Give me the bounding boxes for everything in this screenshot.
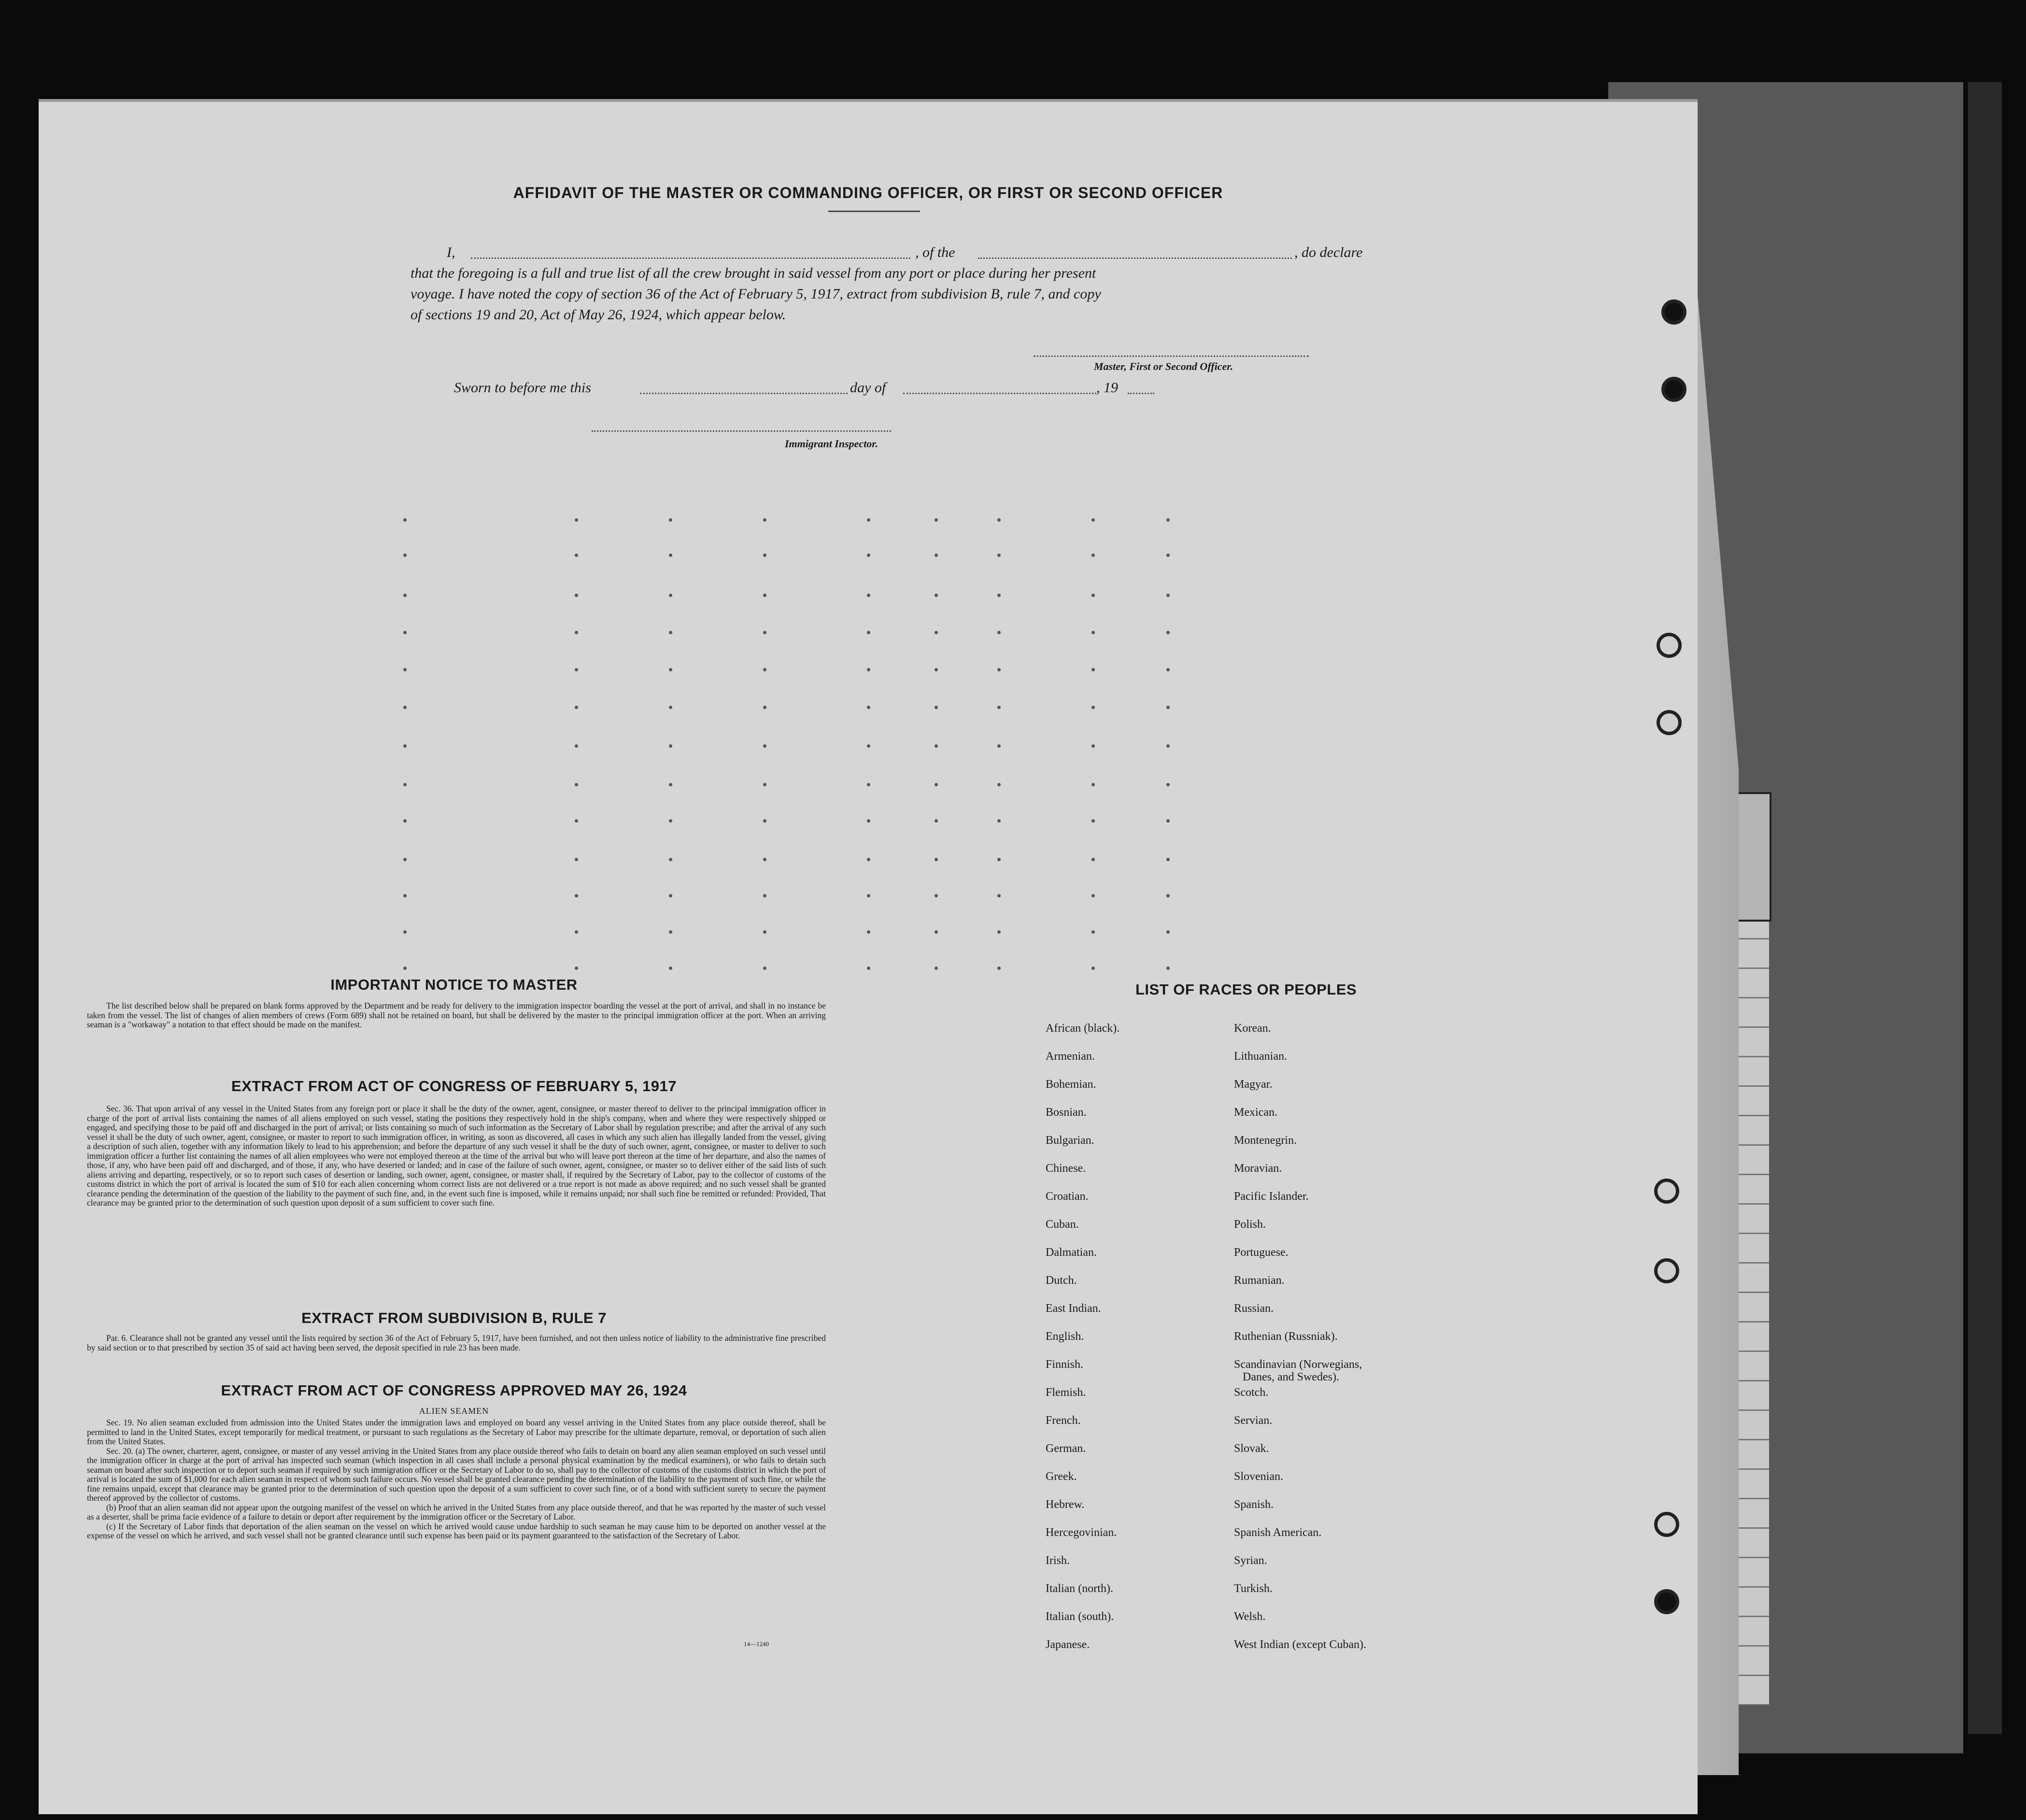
grid-dot [575, 744, 578, 748]
grid-dot [575, 894, 578, 897]
grid-dot [763, 744, 766, 748]
grid-dot [935, 594, 938, 597]
grid-dot [669, 894, 672, 897]
grid-dot [763, 594, 766, 597]
grid-dot [763, 518, 766, 522]
race-item: Rumanian. [1234, 1274, 1285, 1287]
grid-dot [867, 783, 870, 786]
race-item: Scandinavian (Norwegians, Danes, and Swedes). [1234, 1358, 1362, 1383]
race-item: Spanish American. [1234, 1526, 1322, 1539]
grid-dot [763, 706, 766, 709]
affidavit-declare: , do declare [1294, 244, 1363, 260]
races-title: LIST OF RACES OR PEOPLES [1135, 981, 1357, 998]
title-rule [828, 211, 920, 212]
grid-dot [997, 706, 1001, 709]
grid-dot [1091, 594, 1095, 597]
grid-dot [575, 554, 578, 557]
grid-dot [935, 744, 938, 748]
race-item: Slovenian. [1234, 1470, 1283, 1483]
grid-dot [867, 518, 870, 522]
grid-dot [1091, 631, 1095, 634]
race-item: Bulgarian. [1046, 1134, 1094, 1147]
sec-19-text: Sec. 19. No alien seaman excluded from admission into the United States under the immigration laws and employed on board any vessel arriving in the United States from any place outside thereof, shall be permitted to land in the United States, except temporarily for medical treatment, or pursuant to such regulations as the Secretary of Labor may prescribe for the ultimate departure, removal, or deportation of such alien from the United States. [87, 1418, 826, 1446]
punch-hole [1657, 633, 1682, 658]
race-item: Finnish. [1046, 1358, 1084, 1371]
affidavit-i: I, [447, 244, 455, 260]
race-item: Turkish. [1234, 1582, 1273, 1595]
race-item: Flemish. [1046, 1386, 1086, 1399]
grid-dot [997, 858, 1001, 861]
grid-dot [403, 930, 407, 934]
grid-dot [575, 518, 578, 522]
grid-dot [403, 554, 407, 557]
grid-dot [763, 930, 766, 934]
grid-dot [669, 858, 672, 861]
background-strip [1968, 82, 2002, 1734]
grid-dot [575, 668, 578, 671]
grid-dot [1166, 594, 1170, 597]
grid-dot [935, 967, 938, 970]
grid-dot [935, 930, 938, 934]
grid-dot [403, 518, 407, 522]
extract-1917-title: EXTRACT FROM ACT OF CONGRESS OF FEBRUARY 5, 1917 [231, 1078, 677, 1095]
grid-dot [997, 631, 1001, 634]
grid-dot [997, 554, 1001, 557]
race-item: Ruthenian (Russniak). [1234, 1330, 1338, 1343]
grid-dot [403, 858, 407, 861]
master-signature-blank [1034, 355, 1309, 357]
race-item: Servian. [1234, 1414, 1273, 1427]
race-item: Cuban. [1046, 1218, 1079, 1231]
grid-dot [1091, 858, 1095, 861]
sworn-label: Sworn to before me this [454, 380, 591, 396]
grid-dot [1166, 819, 1170, 823]
race-item: Greek. [1046, 1470, 1077, 1483]
grid-dot [935, 783, 938, 786]
grid-dot [763, 967, 766, 970]
punch-hole [1661, 377, 1686, 402]
grid-dot [403, 967, 407, 970]
grid-dot [1091, 819, 1095, 823]
race-item: Mexican. [1234, 1106, 1277, 1119]
grid-dot [1091, 668, 1095, 671]
race-item: African (black). [1046, 1022, 1120, 1035]
grid-dot [669, 668, 672, 671]
grid-dot [763, 783, 766, 786]
race-item: Hebrew. [1046, 1498, 1085, 1511]
grid-dot [403, 594, 407, 597]
grid-dot [575, 706, 578, 709]
grid-dot [669, 930, 672, 934]
grid-dot [575, 783, 578, 786]
grid-dot [997, 894, 1001, 897]
grid-dot [763, 819, 766, 823]
grid-dot [1166, 783, 1170, 786]
race-item: Korean. [1234, 1022, 1271, 1035]
affidavit-line-2: that the foregoing is a full and true list of all the crew brought in said vessel from any port or place during her present [411, 265, 1096, 281]
rule7-title: EXTRACT FROM SUBDIVISION B, RULE 7 [301, 1309, 607, 1326]
affidavit-title: AFFIDAVIT OF THE MASTER OR COMMANDING OFFICER, OR FIRST OR SECOND OFFICER [513, 184, 1223, 201]
punch-hole [1654, 1512, 1679, 1537]
grid-dot [1091, 554, 1095, 557]
grid-dot [867, 631, 870, 634]
grid-dot [669, 594, 672, 597]
grid-dot [669, 783, 672, 786]
race-item: Croatian. [1046, 1190, 1089, 1203]
sworn-year-blank [1128, 393, 1154, 394]
rule7-text: Par. 6. Clearance shall not be granted any vessel until the lists required by section 36 of the Act of February 5, 1917, have been furnished, and not then unless notice of liability to the administrative fine prescribed by said section or to that prescribed by section 35 of said act having been served, the deposit specified in rule 23 has been made. [87, 1333, 826, 1352]
grid-dot [763, 858, 766, 861]
race-item: French. [1046, 1414, 1081, 1427]
notice-title: IMPORTANT NOTICE TO MASTER [330, 976, 578, 993]
grid-dot [1166, 967, 1170, 970]
affidavit-line-4: of sections 19 and 20, Act of May 26, 1924, which appear below. [411, 307, 786, 323]
grid-dot [669, 819, 672, 823]
grid-dot [403, 894, 407, 897]
notice-text: The list described below shall be prepared on blank forms approved by the Department and be ready for delivery to the immigration inspector boarding the vessel at the port of arrival, and shall in no instance be taken from the vessel. The list of changes of alien members of crews (Form 689) shall not be retained on board, but shall be delivered by the master to the principal immigration officer at the port. When an arriving seaman is a "workaway" a notation to that effect should be made on the manifest. [87, 1001, 826, 1029]
race-item: Montenegrin. [1234, 1134, 1297, 1147]
grid-dot [935, 631, 938, 634]
grid-dot [997, 967, 1001, 970]
race-item: Armenian. [1046, 1050, 1095, 1063]
race-item: Russian. [1234, 1302, 1274, 1315]
grid-dot [867, 594, 870, 597]
race-item: Magyar. [1234, 1078, 1273, 1091]
grid-dot [935, 706, 938, 709]
grid-dot [867, 554, 870, 557]
grid-dot [1166, 518, 1170, 522]
grid-dot [403, 706, 407, 709]
grid-dot [867, 668, 870, 671]
race-item: Polish. [1234, 1218, 1266, 1231]
grid-dot [867, 706, 870, 709]
grid-dot [1091, 518, 1095, 522]
grid-dot [575, 819, 578, 823]
punch-hole [1654, 1179, 1679, 1204]
grid-dot [669, 706, 672, 709]
sworn-day-blank [640, 393, 848, 394]
grid-dot [1166, 858, 1170, 861]
grid-dot [1166, 894, 1170, 897]
race-item: Welsh. [1234, 1610, 1266, 1623]
grid-dot [1166, 631, 1170, 634]
grid-dot [403, 631, 407, 634]
race-item: Slovak. [1234, 1442, 1269, 1455]
grid-dot [1166, 744, 1170, 748]
grid-dot [575, 594, 578, 597]
race-item: Moravian. [1234, 1162, 1282, 1175]
grid-dot [763, 631, 766, 634]
affidavit-line-3: voyage. I have noted the copy of section 36 of the Act of February 5, 1917, extract from subdivision B, rule 7, and copy [411, 286, 1101, 302]
grid-dot [669, 518, 672, 522]
grid-dot [935, 668, 938, 671]
grid-dot [403, 668, 407, 671]
sworn-month-blank [903, 393, 1096, 394]
grid-dot [997, 930, 1001, 934]
sec-20b-text: (b) Proof that an alien seaman did not appear upon the outgoing manifest of the vessel on which he arrived in the United States from any place outside thereof, and that he was reported by the master of such vessel as a deserter, shall be prima facie evidence of a failure to detain or deport after requirement by the immigration officer or the Secretary of Labor. [87, 1502, 826, 1521]
grid-dot [763, 668, 766, 671]
grid-dot [1091, 783, 1095, 786]
grid-dot [997, 594, 1001, 597]
vessel-blank [978, 257, 1292, 259]
grid-dot [935, 554, 938, 557]
day-of-label: day of [850, 380, 886, 396]
grid-dot [1091, 744, 1095, 748]
race-item: Japanese. [1046, 1638, 1090, 1651]
grid-dot [935, 894, 938, 897]
grid-dot [1166, 668, 1170, 671]
punch-hole [1654, 1258, 1679, 1283]
grid-dot [575, 858, 578, 861]
grid-dot [867, 744, 870, 748]
inspector-label: Immigrant Inspector. [785, 438, 878, 450]
sec-20c-text: (c) If the Secretary of Labor finds that deportation of the alien seaman on the vessel on which he arrived would cause undue hardship to such seaman he may cause him to be deported on another vessel at the expense of the vessel on which he arrived, and such vessel shall not be granted clearance until such expense has been paid or its payment guaranteed to the satisfaction of the Secretary of Labor. [87, 1521, 826, 1540]
grid-dot [997, 783, 1001, 786]
sec-20a-text: Sec. 20. (a) The owner, charterer, agent, consignee, or master of any vessel arriving in the United States from any place outside thereof who fails to detain on board any alien seaman employed on such vessel until the immigration officer in charge at the port of arrival has inspected such seaman (which inspection in all cases shall include a personal physical examination by the medical examiners), or who fails to detain such seaman on board after such inspection or to deport such seaman if required by such immigration officer or the Secretary of Labor to do so, shall pay to the collector of customs of the customs district in which the port of arrival is located the sum of $1,000 for each alien seaman in respect of whom such failure occurs. No vessel shall be granted clearance pending the determination of the liability to the payment of such fine, or while the fine remains unpaid, except that clearance may be granted prior to the determination of such question upon the deposit of a sum sufficient to cover such fine, or of a bond with sufficient surety to secure the payment thereof approved by the collector of customs. [87, 1446, 826, 1503]
grid-dot [669, 631, 672, 634]
grid-dot [1166, 930, 1170, 934]
race-item: Italian (north). [1046, 1582, 1113, 1595]
race-item: Dutch. [1046, 1274, 1077, 1287]
race-item: Dalmatian. [1046, 1246, 1097, 1259]
grid-dot [669, 744, 672, 748]
grid-dot [935, 858, 938, 861]
race-item: Portuguese. [1234, 1246, 1289, 1259]
race-item: Irish. [1046, 1554, 1070, 1567]
extract-1917-text: Sec. 36. That upon arrival of any vessel in the United States from any foreign port or place it shall be the duty of the owner, agent, consignee, or master thereof to deliver to the principal immigration officer in charge of the port of arrival lists containing the names of all aliens employed on such vessel, stating the positions they respectively hold in the ship's company, when and where they were respectively shipped or engaged, and specifying those to be paid off and discharged in the port of arrival; or lists containing so much of such information as the Secretary of Labor shall by regulation prescribe; and after the arrival of any such vessel it shall be the duty of such owner, agent, consignee, or master to report to such immigration officer, in writing, as soon as discovered, all cases in which any such alien has illegally landed from the vessel, giving a description of such alien, together with any information likely to lead to his apprehension; and before the departure of any such vessel it shall be the duty of such owner, agent, consignee, or master to deliver to such immigration officer a further list containing the names of all alien employees who were not employed thereon at the time of the arrival but who will leave port thereon at the time of her departure, and also the names of those, if any, who have been paid off and discharged, and of those, if any, who have deserted or landed; and in case of the failure of such owner, agent, consignee, or master so to deliver either of the said lists of such aliens arriving and departing, respectively, or so to report such cases of desertion or landing, such owner, agent, consignee, or master shall, if required by the Secretary of Labor, pay to the collector of customs of the customs district in which the port of arrival is located the sum of $10 for each alien concerning whom correct lists are not delivered or a true report is not made as above required; and no such vessel shall be granted clearance pending the determination of the question of the liability to the payment of such fine, and, in the event such fine is imposed, while it remains unpaid; nor shall such fine be remitted or refunded: Provided, That clearance may be granted prior to the determination of such question upon deposit of a sum sufficient to cover such fine. [87, 1104, 826, 1208]
grid-dot [867, 858, 870, 861]
race-item: East Indian. [1046, 1302, 1101, 1315]
alien-seamen-label: ALIEN SEAMEN [419, 1406, 489, 1416]
race-item: Scotch. [1234, 1386, 1269, 1399]
affidavit-of-the: , of the [915, 244, 955, 260]
grid-dot [997, 744, 1001, 748]
race-item: Spanish. [1234, 1498, 1274, 1511]
grid-dot [935, 518, 938, 522]
grid-dot [1091, 706, 1095, 709]
punch-hole [1654, 1589, 1679, 1614]
grid-dot [867, 930, 870, 934]
document-page [39, 99, 1698, 1814]
grid-dot [1166, 706, 1170, 709]
grid-dot [763, 554, 766, 557]
race-item: Chinese. [1046, 1162, 1086, 1175]
form-number: 14—1240 [744, 1640, 769, 1648]
name-blank [471, 257, 910, 259]
grid-dot [867, 967, 870, 970]
year-label: , 19 [1096, 380, 1118, 396]
grid-dot [763, 894, 766, 897]
grid-dot [1166, 554, 1170, 557]
grid-dot [997, 668, 1001, 671]
grid-dot [669, 967, 672, 970]
grid-dot [935, 819, 938, 823]
punch-hole [1657, 710, 1682, 735]
race-item: Hercegovinian. [1046, 1526, 1117, 1539]
grid-dot [403, 819, 407, 823]
grid-dot [997, 819, 1001, 823]
race-item: German. [1046, 1442, 1086, 1455]
grid-dot [575, 930, 578, 934]
grid-dot [669, 554, 672, 557]
grid-dot [1091, 894, 1095, 897]
grid-dot [575, 967, 578, 970]
race-item: West Indian (except Cuban). [1234, 1638, 1366, 1651]
master-signature-label: Master, First or Second Officer. [1094, 360, 1233, 372]
grid-dot [867, 819, 870, 823]
grid-dot [1091, 930, 1095, 934]
race-item: Lithuanian. [1234, 1050, 1287, 1063]
extract-1924-title: EXTRACT FROM ACT OF CONGRESS APPROVED MAY 26, 1924 [221, 1382, 687, 1399]
race-item: Pacific Islander. [1234, 1190, 1309, 1203]
inspector-signature-blank [592, 430, 891, 432]
race-item: Bohemian. [1046, 1078, 1096, 1091]
race-item: Bosnian. [1046, 1106, 1087, 1119]
stamp-box [1733, 792, 1771, 922]
race-item: Syrian. [1234, 1554, 1267, 1567]
grid-dot [403, 744, 407, 748]
grid-dot [575, 631, 578, 634]
extract-1924-body [87, 1418, 826, 1541]
race-item: Italian (south). [1046, 1610, 1114, 1623]
grid-dot [867, 894, 870, 897]
grid-dot [1091, 967, 1095, 970]
grid-dot [997, 518, 1001, 522]
grid-dot [403, 783, 407, 786]
punch-hole [1661, 299, 1686, 325]
race-item: English. [1046, 1330, 1084, 1343]
